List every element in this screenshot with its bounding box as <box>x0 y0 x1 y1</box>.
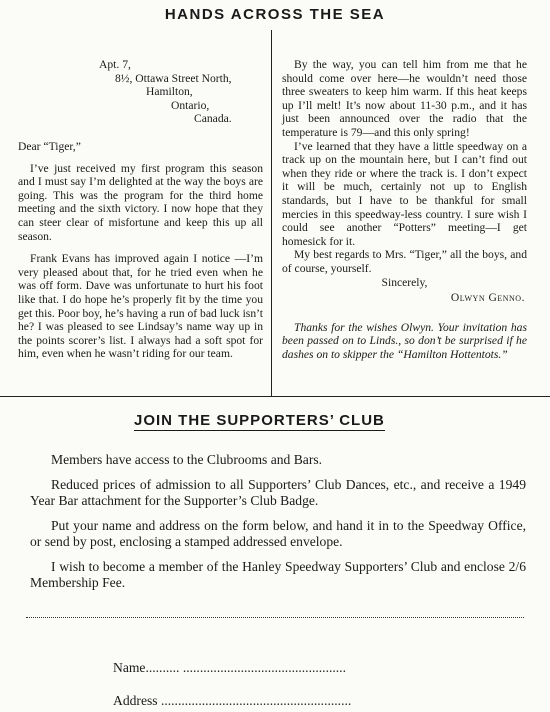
address-line: Hamilton, <box>146 85 193 99</box>
page-title: HANDS ACROSS THE SEA <box>164 6 386 23</box>
letter-left-column <box>18 58 263 361</box>
address-line: Canada. <box>194 112 232 126</box>
column-divider <box>271 30 272 396</box>
club-body <box>30 452 526 600</box>
address-line: 8½, Ottawa Street North, <box>115 71 232 85</box>
address-field[interactable]: Address ........................................................ <box>113 693 352 708</box>
address-line: Apt. 7, <box>99 58 131 71</box>
editor-reply: Thanks for the wishes Olwyn. Your invitation has been passed on to Linds., so don’t be surprised if he dashes on to skipper the “Hamilton Hottentots.” <box>282 320 527 361</box>
club-paragraph: I wish to become a member of the Hanley Speedway Supporters’ Club and enclose 2/6 Membership Fee. <box>30 558 526 590</box>
salutation: Dear “Tiger,” <box>18 139 81 153</box>
letter-right-column <box>282 58 527 361</box>
letter-paragraph: I’ve just received my first program this season and I must say I’m delighted at the way the boys are going. This was the program for the third home meeting and the sixth victory. I now hope that they can steer clear of misfortune and keep this up all season. <box>18 161 263 243</box>
letter-closing: Sincerely, <box>381 275 428 289</box>
club-heading: JOIN THE SUPPORTERS’ CLUB <box>134 412 385 429</box>
section-divider <box>0 396 550 397</box>
name-field[interactable]: Name.......... ................................................ <box>113 660 346 675</box>
letter-paragraph: By the way, you can tell him from me that he should come over here—he wouldn’t need those three sweaters to keep him warm. If this heat keeps up I’ll melt! It’s now about 11-30 p.m., and it has just been announced over the radio that the temperature is 79—and this only spring! <box>282 58 527 139</box>
club-paragraph: Reduced prices of admission to all Supporters’ Club Dances, etc., and receive a 1949 Year Bar attachment for the Supporter’s Club Badge. <box>30 476 526 508</box>
club-paragraph: Put your name and address on the form below, and hand it in to the Speedway Office, or send by post, enclosing a stamped addressed envelope. <box>30 517 526 549</box>
letter-paragraph: I’ve learned that they have a little speedway on a track up on the mountain here, but I can’t find out when they ride or where the track is. I don’t expect it will be much, certainly not up to English standards, but I have to be thankful for small mercies in this speedway-less country. I sure wish I could see another “Potters” meeting—I get homesick for it. <box>282 139 527 248</box>
sender-address <box>18 58 263 126</box>
club-paragraph: Members have access to the Clubrooms and Bars. <box>51 452 323 467</box>
letter-paragraph: Frank Evans has improved again I notice —I’m very pleased about that, for he tried even when he was off form. Dave was unfortunate to hurt his foot like that. I do hope he’s properly fit by the time you get this. Poor boy, he’s having a run of bad luck isn’t he? I was pleased to see Lindsay’s name way up in the points scorer’s list. I always had a soft spot for him, even when he wasn’t riding for our team. <box>18 252 263 361</box>
address-line: Ontario, <box>171 98 210 112</box>
signature: Olwyn Genno. <box>450 291 525 305</box>
letter-paragraph: My best regards to Mrs. “Tiger,” all the boys, and of course, yourself. <box>282 248 527 275</box>
cut-line <box>26 617 524 618</box>
